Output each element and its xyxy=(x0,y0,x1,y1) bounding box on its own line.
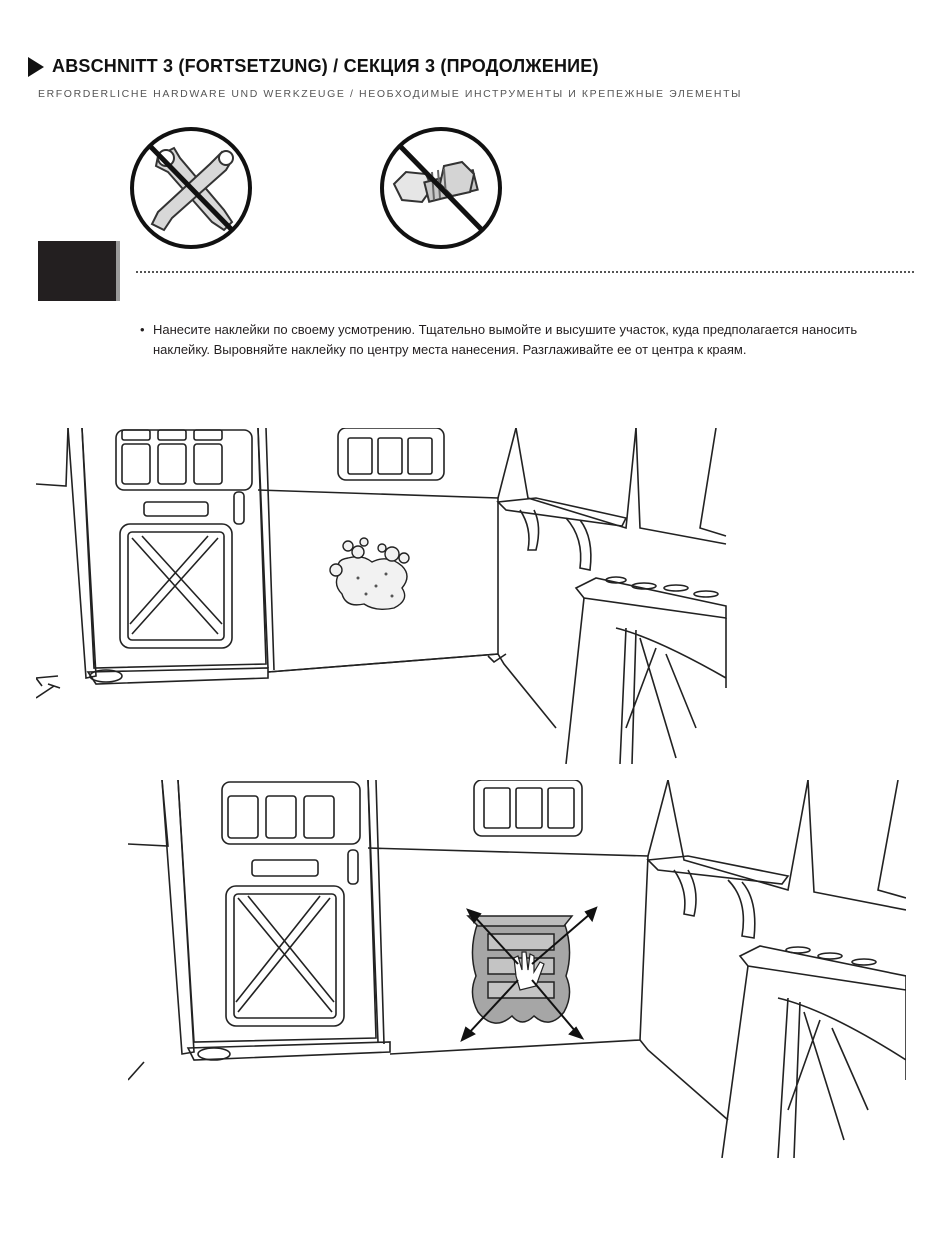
section-subtitle: ERFORDERLICHE HARDWARE UND WERKZEUGE / НЕОБХОДИМЫЕ ИНСТРУМЕНТЫ И КРЕПЕЖНЫЕ ЭЛЕМЕНТЫ xyxy=(38,88,742,100)
bullet: • xyxy=(140,322,145,337)
sponge-wall-illustration xyxy=(36,428,728,764)
step-marker-bar xyxy=(116,241,120,301)
instruction-text: Нанесите наклейки по своему усмотрению. Тщательно вымойте и высушите участок, куда предполагается наносить наклейку. Выровняйте наклейку по центру места нанесения. Разглаживайте ее от центра к краям. xyxy=(153,322,858,357)
step-marker xyxy=(38,241,116,301)
instruction-item xyxy=(140,320,900,360)
dotted-divider xyxy=(136,271,914,273)
section-title: ABSCHNITT 3 (FORTSETZUNG) / СЕКЦИЯ 3 (ПРОДОЛЖЕНИЕ) xyxy=(52,56,599,76)
no-hardware-icon xyxy=(378,126,504,250)
sticker-application-illustration xyxy=(128,780,906,1158)
play-triangle-icon xyxy=(28,57,44,77)
no-tools-icon xyxy=(128,126,254,250)
section-header xyxy=(28,56,599,77)
